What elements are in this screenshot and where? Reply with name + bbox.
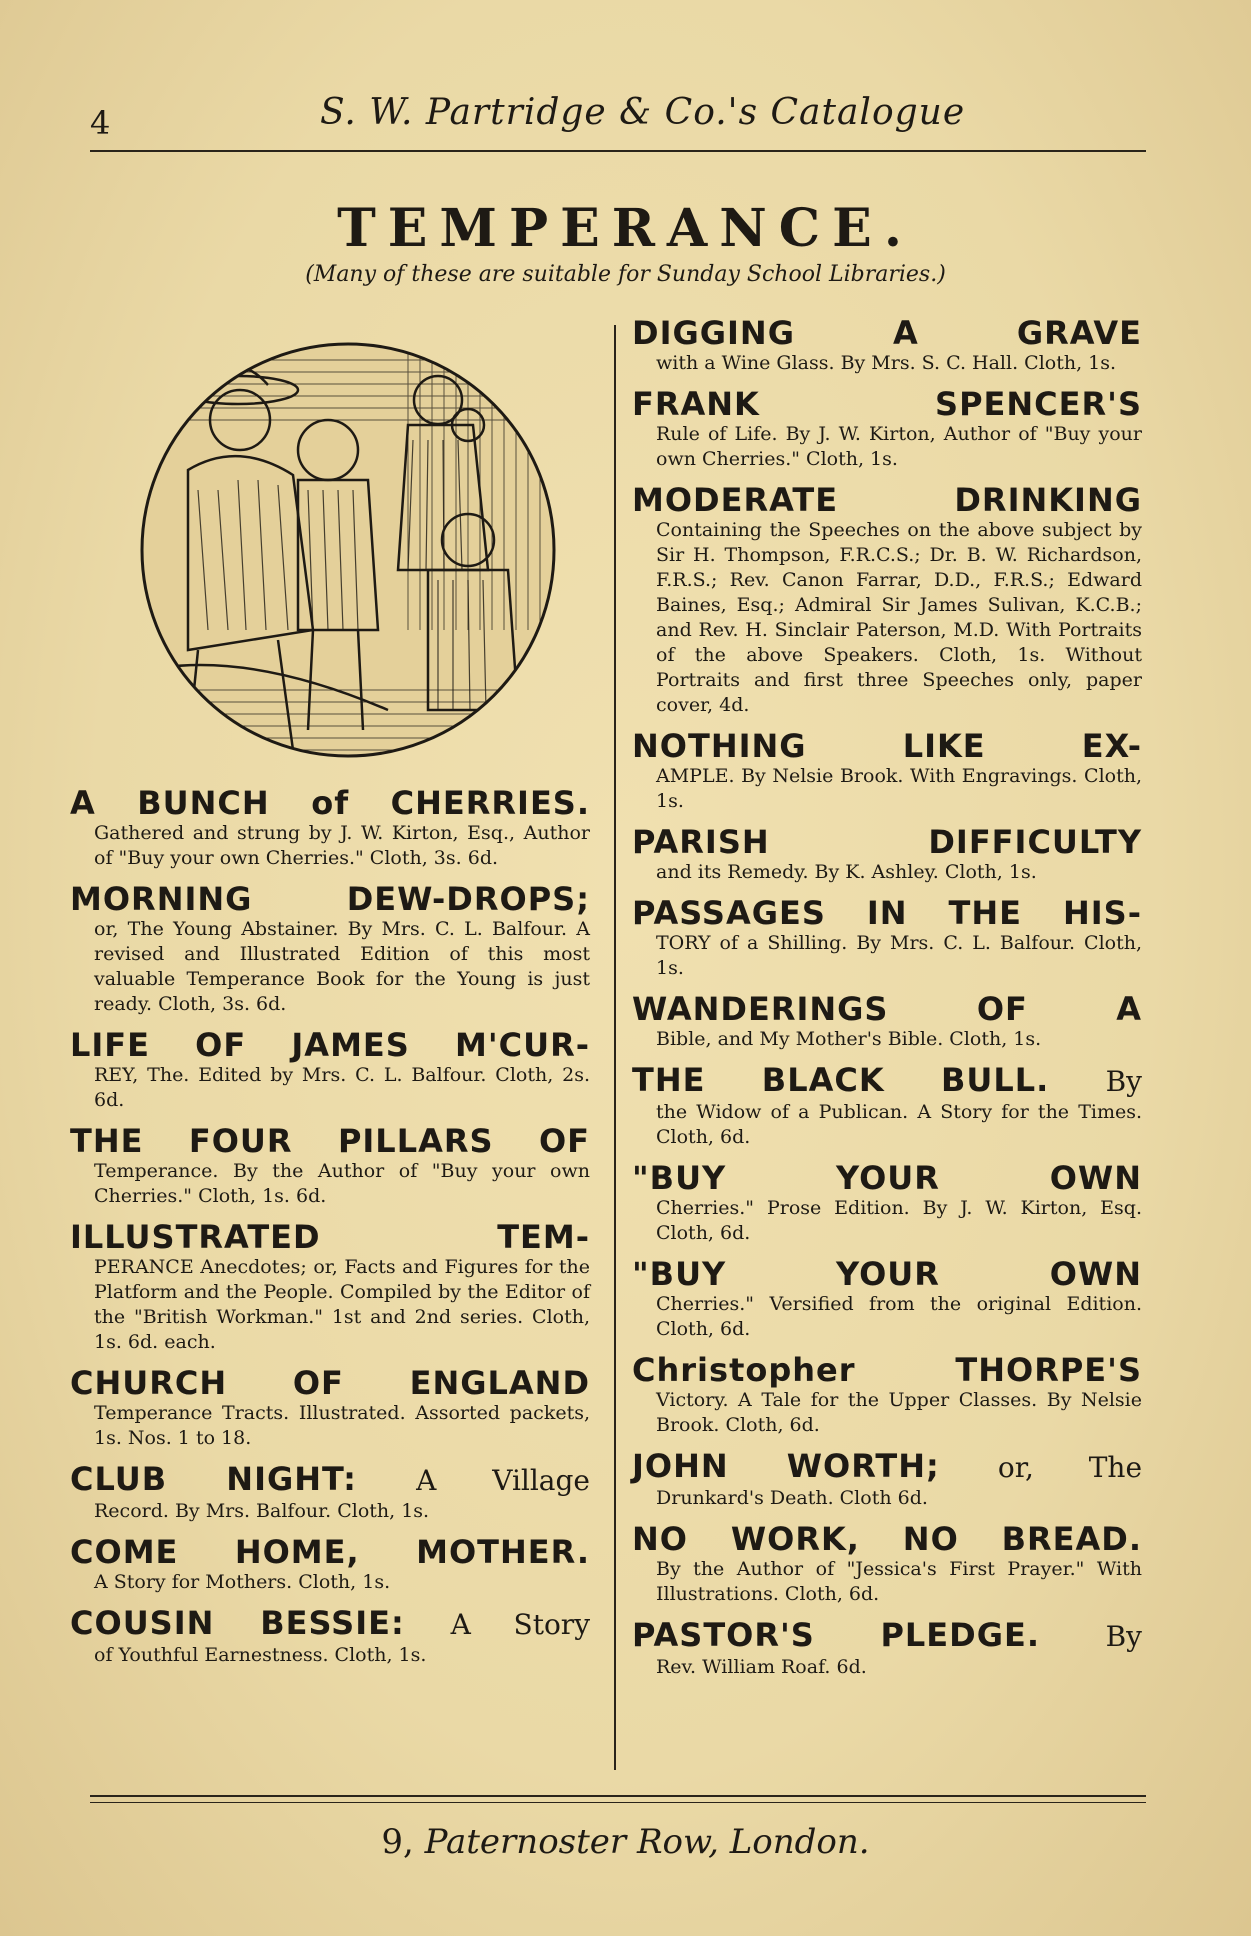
- catalogue-entry: [70, 1219, 590, 1355]
- catalogue-entry: [632, 1062, 1142, 1150]
- entry-description: Cherries." Prose Edition. By J. W. Kirton, Esq. Cloth, 6d.: [656, 1197, 1142, 1244]
- entry-description: REY, The. Edited by Mrs. C. L. Balfour. Cloth, 2s. 6d.: [94, 1064, 590, 1111]
- entry-description: Bible, and My Mother's Bible. Cloth, 1s.: [656, 1028, 1042, 1050]
- entry-description: Rule of Life. By J. W. Kirton, Author of "Buy your own Cherries." Cloth, 1s.: [656, 423, 1142, 470]
- section-subtitle: (Many of these are suitable for Sunday School Libraries.): [305, 262, 946, 287]
- entry-title: NO WORK, NO BREAD.: [632, 1520, 1142, 1558]
- entry-description: By the Author of "Jessica's First Prayer." With Illustrations. Cloth, 6d.: [656, 1558, 1142, 1605]
- section-title: TEMPERANCE.: [337, 198, 914, 259]
- catalogue-entry: [70, 1365, 590, 1451]
- catalogue-entry: [70, 1605, 590, 1668]
- catalogue-entry: [70, 1027, 590, 1113]
- entry-title-main: PASTOR'S PLEDGE.: [632, 1616, 1040, 1654]
- catalogue-entry: [632, 895, 1142, 981]
- entry-title-main: COUSIN BESSIE:: [70, 1604, 405, 1642]
- entry-title-main: JOHN WORTH;: [632, 1447, 940, 1485]
- catalogue-entry: [632, 1448, 1142, 1511]
- entry-description: Containing the Speeches on the above subject by Sir H. Thompson, F.R.C.S.; Dr. B. W. Richardson, F.R.S.; Rev. Canon Farrar, D.D., F.R.S.; Edward Baines, Esq.; Admiral Sir James Sulivan, K.C.B.; and Rev. H. Sinclair Paterson, M.D. With Portraits of the above Speakers. Cloth, 1s. Without Portraits and first three Speeches only, paper cover, 4d.: [656, 519, 1142, 716]
- entry-title-main: CLUB NIGHT:: [70, 1460, 357, 1498]
- catalogue-entry: [632, 1160, 1142, 1246]
- entry-description: AMPLE. By Nelsie Brook. With Engravings. Cloth, 1s.: [656, 765, 1142, 812]
- entry-description: Temperance Tracts. Illustrated. Assorted packets, 1s. Nos. 1 to 18.: [94, 1402, 590, 1449]
- entry-title-tail: A Village: [416, 1464, 590, 1497]
- right-column: [632, 315, 1142, 1690]
- entry-title: "BUY YOUR OWN: [632, 1159, 1142, 1197]
- catalogue-entry: [70, 881, 590, 1017]
- entry-title: CHURCH OF ENGLAND: [70, 1364, 590, 1402]
- engraving-illustration: [128, 330, 568, 770]
- entry-description: A Story for Mothers. Cloth, 1s.: [94, 1571, 391, 1593]
- entry-description: Victory. A Tale for the Upper Classes. By Nelsie Brook. Cloth, 6d.: [656, 1389, 1142, 1436]
- footer-address: Paternoster Row, London.: [424, 1822, 870, 1862]
- entry-title: PASSAGES IN THE HIS-: [632, 894, 1142, 932]
- catalogue-entry: [632, 1256, 1142, 1342]
- entry-title: Christopher THORPE'S: [632, 1351, 1142, 1389]
- entry-description: Cherries." Versified from the original Edition. Cloth, 6d.: [656, 1293, 1142, 1340]
- footer-number: 9,: [381, 1822, 414, 1862]
- footer-rule: [90, 1795, 1146, 1797]
- catalogue-entry: [70, 1534, 590, 1595]
- page-header: [0, 92, 1251, 142]
- entry-title: WANDERINGS OF A: [632, 990, 1142, 1028]
- header-rule: [90, 150, 1146, 152]
- entry-title: ILLUSTRATED TEM-: [70, 1218, 590, 1256]
- running-title: S. W. Partridge & Co.'s Catalogue: [320, 92, 966, 133]
- entry-title-main: THE BLACK BULL.: [632, 1061, 1050, 1099]
- entry-title: COME HOME, MOTHER.: [70, 1533, 590, 1571]
- entry-title: FRANK SPENCER'S: [632, 385, 1142, 423]
- entry-title-tail: By: [1105, 1065, 1142, 1098]
- catalogue-entry: [632, 315, 1142, 376]
- entry-title: DIGGING A GRAVE: [632, 314, 1142, 352]
- entry-description: with a Wine Glass. By Mrs. S. C. Hall. Cloth, 1s.: [656, 352, 1117, 374]
- catalogue-entry: [70, 1461, 590, 1524]
- entry-title: LIFE OF JAMES M'CUR-: [70, 1026, 590, 1064]
- catalogue-entry: [632, 1521, 1142, 1607]
- catalogue-entry: [632, 482, 1142, 718]
- entry-title: PARISH DIFFICULTY: [632, 823, 1142, 861]
- entry-title-tail: or, The: [997, 1451, 1143, 1484]
- catalogue-entry: [70, 1123, 590, 1209]
- entry-description: or, The Young Abstainer. By Mrs. C. L. Balfour. A revised and Illustrated Edition of this most valuable Temperance Book for the Young is just ready. Cloth, 3s. 6d.: [94, 918, 590, 1015]
- entry-description: PERANCE Anecdotes; or, Facts and Figures for the Platform and the People. Compiled by the Editor of the "British Workman." 1st and 2nd series. Cloth, 1s. 6d. each.: [94, 1256, 590, 1353]
- page-footer: [0, 1822, 1251, 1862]
- entry-title: MODERATE DRINKING: [632, 481, 1142, 519]
- catalogue-entry: [632, 991, 1142, 1052]
- entry-title: "BUY YOUR OWN: [632, 1255, 1142, 1293]
- entry-description: Record. By Mrs. Balfour. Cloth, 1s.: [94, 1500, 430, 1522]
- catalogue-entry: [632, 1617, 1142, 1680]
- entry-title: NOTHING LIKE EX-: [632, 727, 1142, 765]
- catalogue-entry: [632, 824, 1142, 885]
- entry-description: Gathered and strung by J. W. Kirton, Esq., Author of "Buy your own Cherries." Cloth, 3s. 6d.: [94, 822, 590, 869]
- catalogue-entry: [70, 785, 590, 871]
- entry-description: of Youthful Earnestness. Cloth, 1s.: [94, 1644, 427, 1666]
- left-column: [70, 785, 590, 1678]
- catalogue-entry: [632, 386, 1142, 472]
- entry-title-tail: By: [1105, 1620, 1143, 1653]
- entry-title: [70, 1605, 590, 1643]
- page-number: 4: [90, 104, 111, 142]
- catalogue-entry: [632, 1352, 1142, 1438]
- footer-rule-thin: [90, 1802, 1146, 1803]
- entry-description: TORY of a Shilling. By Mrs. C. L. Balfour. Cloth, 1s.: [656, 932, 1142, 979]
- entry-description: Temperance. By the Author of "Buy your own Cherries." Cloth, 1s. 6d.: [94, 1160, 590, 1207]
- column-divider: [614, 325, 616, 1770]
- entry-title: [632, 1062, 1142, 1100]
- entry-description: and its Remedy. By K. Ashley. Cloth, 1s.: [656, 861, 1037, 883]
- catalogue-entry: [632, 728, 1142, 814]
- entry-description: Drunkard's Death. Cloth 6d.: [656, 1487, 928, 1509]
- entry-title: MORNING DEW-DROPS;: [70, 880, 590, 918]
- entry-title: [632, 1448, 1142, 1486]
- entry-description: the Widow of a Publican. A Story for the Times. Cloth, 6d.: [656, 1101, 1142, 1148]
- entry-description: Rev. William Roaf. 6d.: [656, 1656, 867, 1678]
- entry-title: A BUNCH of CHERRIES.: [70, 784, 590, 822]
- entry-title-tail: A Story: [450, 1608, 591, 1641]
- entry-title: THE FOUR PILLARS OF: [70, 1122, 590, 1160]
- entry-title: [70, 1461, 590, 1499]
- entry-title: [632, 1617, 1142, 1655]
